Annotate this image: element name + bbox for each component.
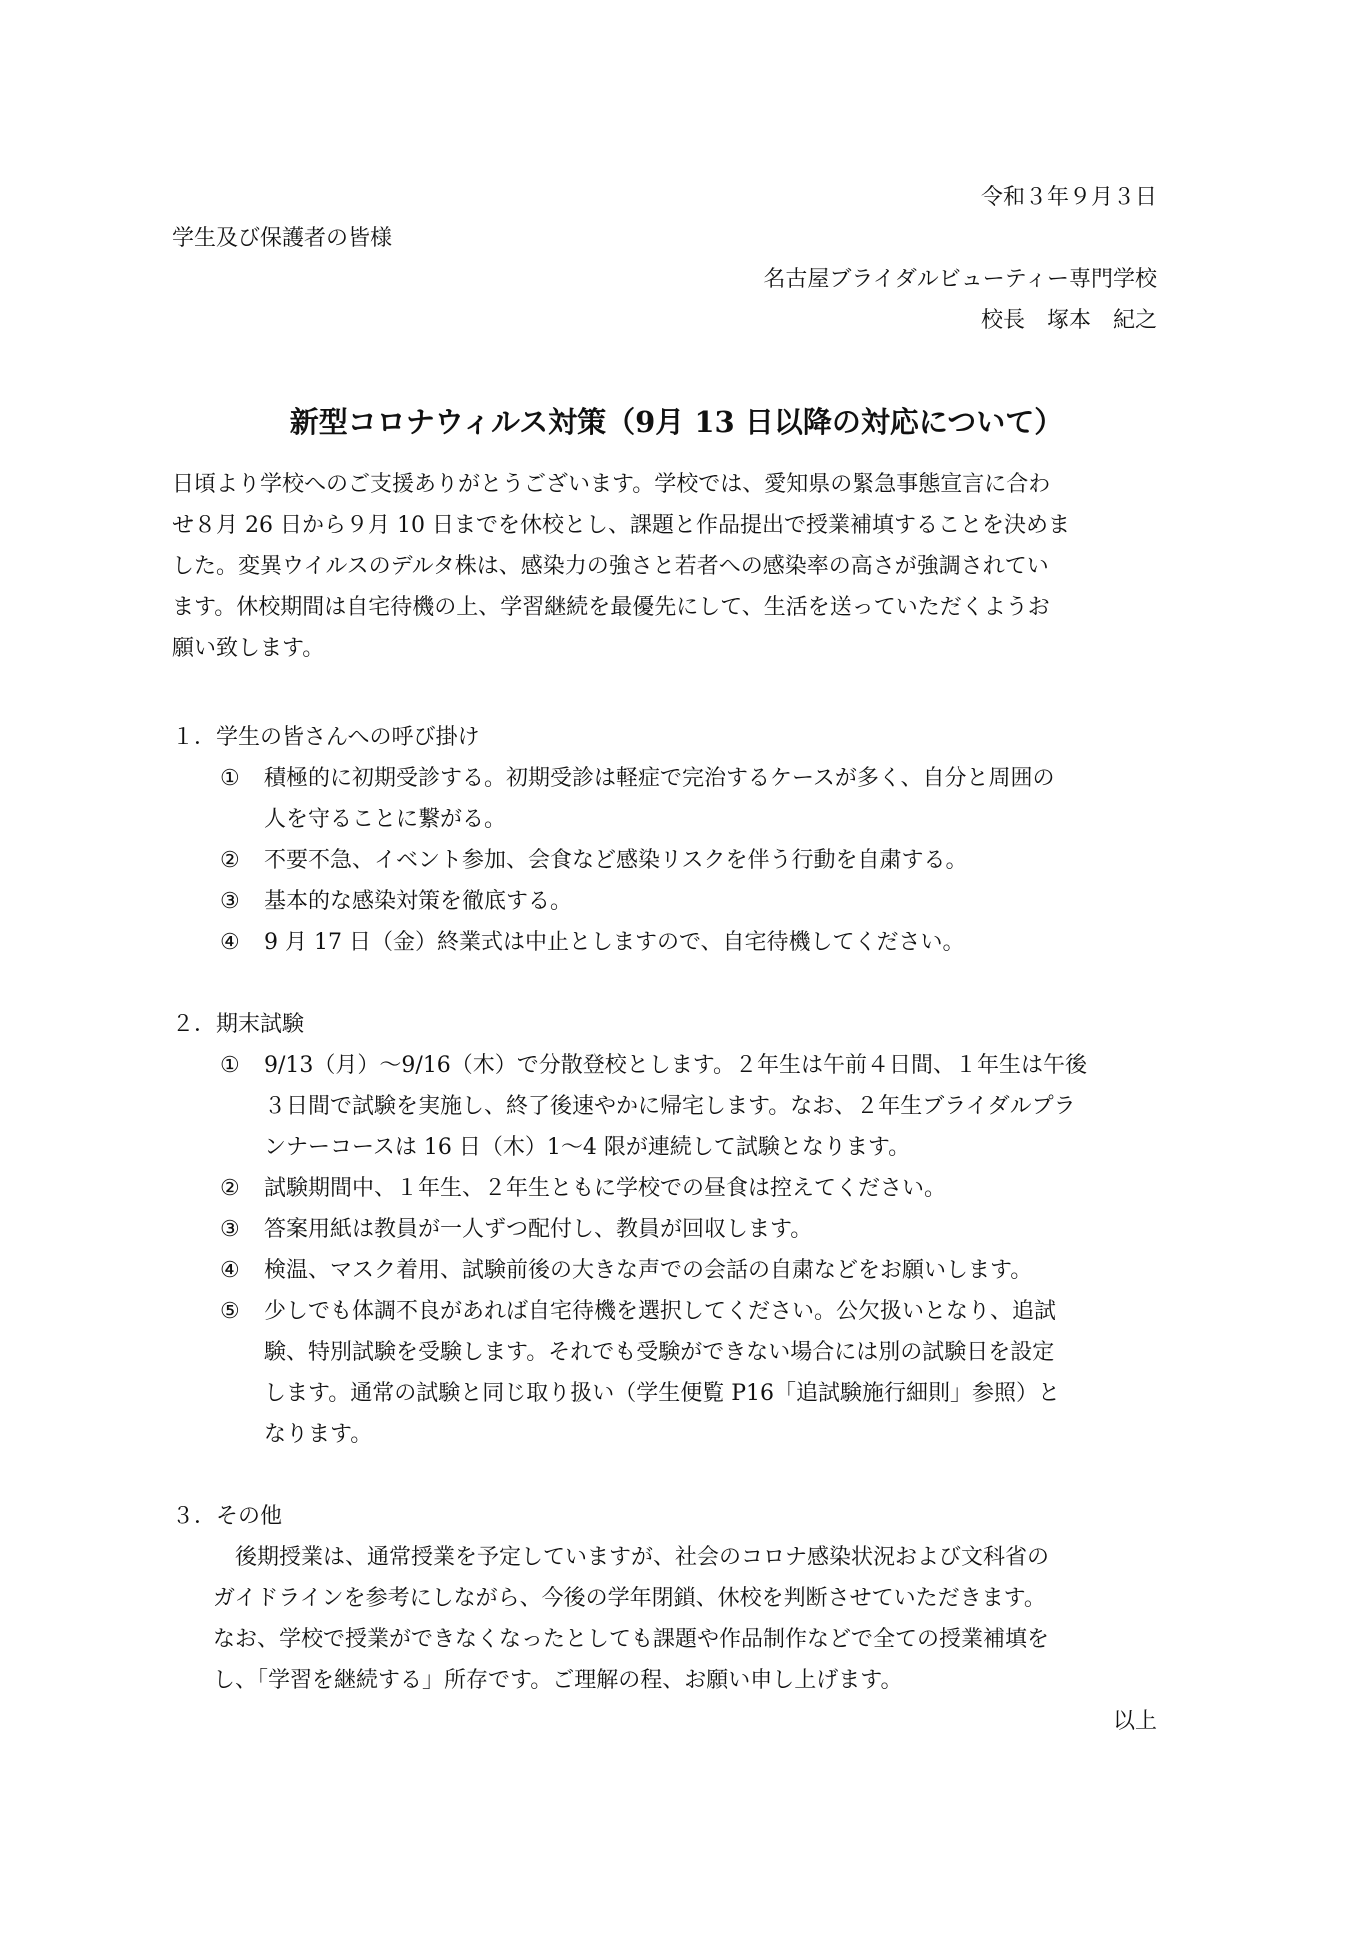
intro-paragraph bbox=[172, 464, 1172, 669]
intro-line: ます。休校期間は自宅待機の上、学習継続を最優先にして、生活を送っていただくようお bbox=[172, 595, 1050, 620]
intro-line: 日頃より学校へのご支援ありがとうございます。学校では、愛知県の緊急事態宣言に合わ bbox=[172, 472, 1051, 497]
item-text: 9 月 17 日（金）終業式は中止としますので、自宅待機してください。 bbox=[264, 930, 965, 955]
item-number: ④ bbox=[220, 1258, 240, 1283]
document-title: 新型コロナウィルス対策（9月 13 日以降の対応について） bbox=[289, 405, 1064, 439]
section1-item-4 bbox=[220, 922, 965, 963]
item-text: 少しでも体調不良があれば自宅待機を選択してください。公欠扱いとなり、追試 bbox=[264, 1299, 1057, 1324]
item-continuation: 人を守ることに繋がる。 bbox=[264, 807, 507, 832]
item-number: ② bbox=[220, 848, 240, 873]
item-continuation: ンナーコースは 16 日（木）1～4 限が連続して試験となります。 bbox=[264, 1135, 911, 1160]
item-number: ③ bbox=[220, 889, 240, 914]
item-number: ③ bbox=[220, 1217, 240, 1242]
item-number: ⑤ bbox=[220, 1299, 240, 1324]
item-text: 答案用紙は教員が一人ずつ配付し、教員が回収します。 bbox=[264, 1217, 813, 1242]
section3-line: なお、学校で授業ができなくなったとしても課題や作品制作などで全ての授業補填を bbox=[213, 1627, 1050, 1652]
addressee: 学生及び保護者の皆様 bbox=[172, 226, 393, 251]
section1-item-2 bbox=[220, 840, 968, 881]
item-text: 9/13（月）～9/16（木）で分散登校とします。２年生は午前４日間、１年生は午後 bbox=[264, 1053, 1088, 1078]
section3-line: し、「学習を継続する」所存です。ご理解の程、お願い申し上げます。 bbox=[213, 1668, 903, 1693]
item-number: ② bbox=[220, 1176, 240, 1201]
item-continuation: します。通常の試験と同じ取り扱い（学生便覧 P16「追試験施行細則」参照）と bbox=[264, 1381, 1061, 1406]
section2-item-5 bbox=[220, 1291, 1056, 1332]
intro-line: した。変異ウイルスのデルタ株は、感染力の強さと若者への感染率の高さが強調されてい bbox=[172, 554, 1049, 579]
section3-heading: ３．その他 bbox=[172, 1504, 283, 1529]
school-name: 名古屋ブライダルビューティー専門学校 bbox=[763, 267, 1157, 292]
section1-item-1 bbox=[220, 758, 1054, 799]
section2-item-2 bbox=[220, 1168, 946, 1209]
section2-item-4 bbox=[220, 1250, 1032, 1291]
section2-item-1 bbox=[220, 1045, 1087, 1086]
item-number: ④ bbox=[220, 930, 240, 955]
principal-name: 校長 塚本 紀之 bbox=[980, 308, 1157, 333]
item-text: 基本的な感染対策を徹底する。 bbox=[264, 889, 573, 914]
document-date: 令和３年９月３日 bbox=[980, 185, 1157, 210]
item-text: 試験期間中、１年生、２年生ともに学校での昼食は控えてください。 bbox=[264, 1176, 947, 1201]
section3-line: 後期授業は、通常授業を予定していますが、社会のコロナ感染状況および文科省の bbox=[213, 1545, 1050, 1570]
section3-line: ガイドラインを参考にしながら、今後の学年閉鎖、休校を判断させていただきます。 bbox=[213, 1586, 1046, 1611]
closing-text: 以上 bbox=[1112, 1709, 1157, 1734]
item-text: 検温、マスク着用、試験前後の大きな声での会話の自粛などをお願いします。 bbox=[264, 1258, 1033, 1283]
item-text: 不要不急、イベント参加、会食など感染リスクを伴う行動を自粛する。 bbox=[264, 848, 968, 873]
intro-line: 願い致します。 bbox=[172, 636, 325, 661]
section1-heading: １．学生の皆さんへの呼び掛け bbox=[172, 725, 480, 750]
item-number: ① bbox=[220, 1053, 240, 1078]
section1-item-3 bbox=[220, 881, 572, 922]
item-continuation: なります。 bbox=[264, 1422, 373, 1447]
section2-item-3 bbox=[220, 1209, 812, 1250]
intro-line: せ８月 26 日から９月 10 日までを休校とし、課題と作品提出で授業補填することを決めま bbox=[172, 513, 1070, 538]
item-text: 積極的に初期受診する。初期受診は軽症で完治するケースが多く、自分と周囲の bbox=[264, 766, 1055, 791]
item-number: ① bbox=[220, 766, 240, 791]
item-continuation: ３日間で試験を実施し、終了後速やかに帰宅します。なお、２年生ブライダルプラ bbox=[264, 1094, 1076, 1119]
item-continuation: 験、特別試験を受験します。それでも受験ができない場合には別の試験日を設定 bbox=[264, 1340, 1055, 1365]
section2-heading: ２．期末試験 bbox=[172, 1012, 305, 1037]
